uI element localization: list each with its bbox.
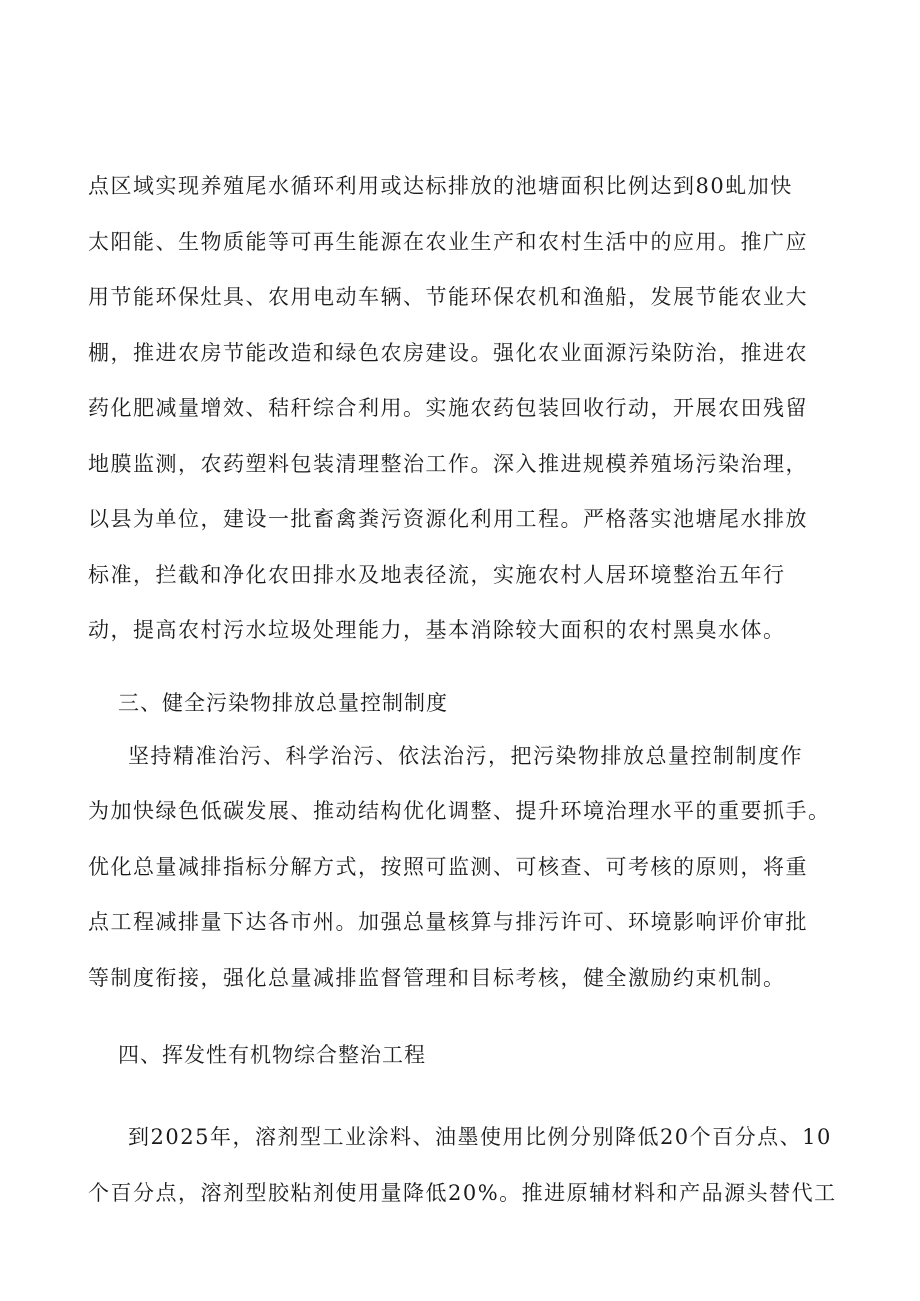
paragraph-line: 等制度衔接，强化总量减排监督管理和目标考核，健全激励约束机制。 <box>88 966 786 990</box>
paragraph-line: 点区域实现养殖尾水循环利用或达标排放的池塘面积比例达到80虬加快 <box>88 174 793 198</box>
paragraph-line: 到2025年，溶剂型工业涂料、油墨使用比例分别降低20个百分点、10 <box>128 1125 832 1149</box>
paragraph-line: 个百分点，溶剂型胶粘剂使用量降低20%。推进原辅材料和产品源头替代工 <box>88 1181 837 1205</box>
section-heading: 三、健全污染物排放总量控制制度 <box>118 691 448 715</box>
paragraph-line: 以县为单位，建设一批畜禽粪污资源化利用工程。严格落实池塘尾水排放 <box>88 507 808 531</box>
paragraph-line: 太阳能、生物质能等可再生能源在农业生产和农村生活中的应用。推广应 <box>88 230 808 254</box>
paragraph-line: 动，提高农村污水垃圾处理能力，基本消除较大面积的农村黑臭水体。 <box>88 618 786 642</box>
paragraph-line: 点工程减排量下达各市州。加强总量核算与排污许可、环境影响评价审批 <box>88 910 808 934</box>
paragraph-line: 药化肥减量增效、秸秆综合利用。实施农药包装回收行动，开展农田残留 <box>88 396 808 420</box>
paragraph-line: 为加快绿色低碳发展、推动结构优化调整、提升环境治理水平的重要抓手。 <box>88 799 831 823</box>
paragraph-line: 优化总量减排指标分解方式，按照可监测、可核查、可考核的原则，将重 <box>88 855 808 879</box>
section-heading: 四、挥发性有机物综合整治工程 <box>118 1043 426 1067</box>
paragraph-line: 用节能环保灶具、农用电动车辆、节能环保农机和渔船，发展节能农业大 <box>88 285 808 309</box>
paragraph-line: 坚持精准治污、科学治污、依法治污，把污染物排放总量控制制度作 <box>128 744 803 768</box>
paragraph-line: 棚，推进农房节能改造和绿色农房建设。强化农业面源污染防治，推进农 <box>88 341 808 365</box>
paragraph-line: 地膜监测，农药塑料包装清理整治工作。深入推进规模养殖场污染治理， <box>88 452 808 476</box>
paragraph-line: 标准，拦截和净化农田排水及地表径流，实施农村人居环境整治五年行 <box>88 563 786 587</box>
